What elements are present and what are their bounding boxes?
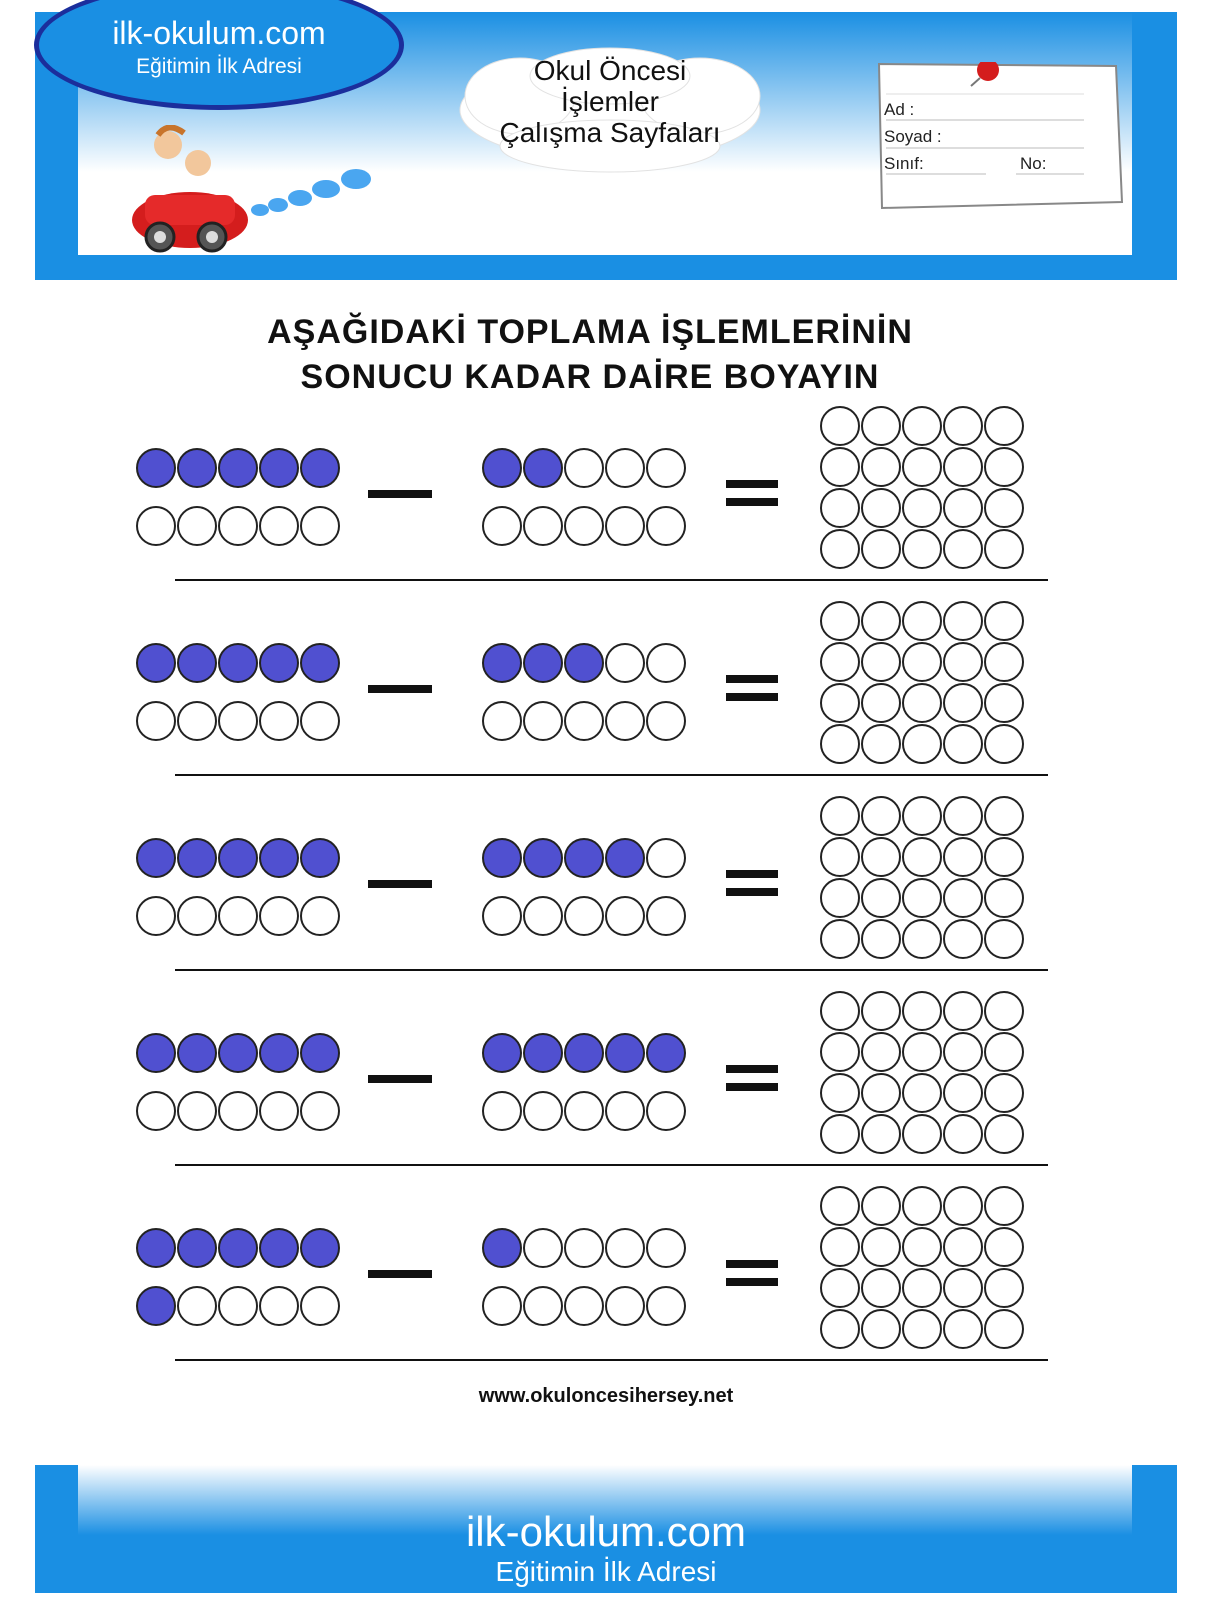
filled-dot [565, 839, 603, 877]
filled-dot [483, 449, 521, 487]
answer-circle[interactable] [862, 1033, 900, 1071]
answer-circle[interactable] [821, 530, 859, 568]
answer-circle[interactable] [944, 797, 982, 835]
equals-sign-top [726, 1065, 778, 1073]
answer-circle[interactable] [903, 448, 941, 486]
answer-circle[interactable] [985, 448, 1023, 486]
answer-circle[interactable] [862, 643, 900, 681]
answer-circle[interactable] [821, 879, 859, 917]
answer-circle[interactable] [944, 838, 982, 876]
equals-sign-top [726, 870, 778, 878]
answer-circle[interactable] [821, 838, 859, 876]
instructions-line-1: AŞAĞIDAKİ TOPLAMA İŞLEMLERİNİN [267, 313, 913, 351]
answer-circle[interactable] [985, 643, 1023, 681]
empty-dot [647, 449, 685, 487]
empty-dot [260, 702, 298, 740]
equals-sign-top [726, 480, 778, 488]
filled-dot [219, 1229, 257, 1267]
filled-dot [301, 1229, 339, 1267]
empty-dot [565, 897, 603, 935]
answer-circle[interactable] [944, 1074, 982, 1112]
cloud-line-3: Çalışma Sayfaları [499, 117, 721, 148]
empty-dot [647, 897, 685, 935]
answer-circle[interactable] [944, 602, 982, 640]
logo-title: ilk-okulum.com [112, 15, 326, 51]
empty-dot [606, 1229, 644, 1267]
filled-dot [178, 449, 216, 487]
answer-circle[interactable] [903, 602, 941, 640]
empty-dot [524, 1287, 562, 1325]
empty-dot [260, 897, 298, 935]
empty-dot [178, 702, 216, 740]
answer-circle[interactable] [821, 1187, 859, 1225]
filled-dot [137, 1229, 175, 1267]
filled-dot [483, 1229, 521, 1267]
answer-circle[interactable] [944, 489, 982, 527]
filled-dot [524, 644, 562, 682]
filled-dot [606, 839, 644, 877]
filled-dot [260, 449, 298, 487]
answer-circle[interactable] [862, 1115, 900, 1153]
filled-dot [178, 1034, 216, 1072]
logo-subtitle: Eğitimin İlk Adresi [136, 55, 302, 78]
filled-dot [483, 644, 521, 682]
empty-dot [565, 507, 603, 545]
answer-circle[interactable] [985, 1187, 1023, 1225]
problem-row [137, 602, 1048, 775]
first-number-dots [137, 1034, 339, 1130]
answer-circle[interactable] [862, 879, 900, 917]
empty-dot [565, 1092, 603, 1130]
equals-sign-bottom [726, 888, 778, 896]
empty-dot [647, 839, 685, 877]
second-number-dots [483, 1229, 685, 1325]
answer-circle[interactable] [862, 1269, 900, 1307]
empty-dot [565, 449, 603, 487]
empty-dot [137, 1092, 175, 1130]
filled-dot [178, 839, 216, 877]
filled-dot [483, 1034, 521, 1072]
filled-dot [260, 839, 298, 877]
empty-dot [606, 897, 644, 935]
problem-row [137, 1187, 1048, 1360]
filled-dot [137, 1034, 175, 1072]
filled-dot [178, 1229, 216, 1267]
empty-dot [647, 1229, 685, 1267]
answer-circle[interactable] [944, 1033, 982, 1071]
empty-dot [178, 1287, 216, 1325]
answer-circle[interactable] [903, 992, 941, 1030]
empty-dot [647, 1287, 685, 1325]
empty-dot [219, 1092, 257, 1130]
answer-circle[interactable] [821, 1115, 859, 1153]
minus-sign [368, 880, 432, 888]
empty-dot [524, 702, 562, 740]
empty-dot [301, 507, 339, 545]
answer-circle[interactable] [903, 643, 941, 681]
empty-dot [647, 702, 685, 740]
problem-row [137, 407, 1048, 580]
answer-circle[interactable] [985, 797, 1023, 835]
answer-circle[interactable] [985, 879, 1023, 917]
empty-dot [483, 1287, 521, 1325]
filled-dot [565, 644, 603, 682]
answer-circle[interactable] [821, 920, 859, 958]
empty-dot [219, 897, 257, 935]
cloud-line-1: Okul Öncesi [533, 55, 687, 86]
answer-circle[interactable] [944, 530, 982, 568]
empty-dot [647, 507, 685, 545]
empty-dot [137, 702, 175, 740]
answer-circle[interactable] [903, 407, 941, 445]
answer-grid[interactable] [821, 1187, 1023, 1348]
answer-circle[interactable] [985, 1033, 1023, 1071]
answer-circle[interactable] [862, 1187, 900, 1225]
answer-circle[interactable] [944, 1269, 982, 1307]
answer-circle[interactable] [944, 725, 982, 763]
problem-row [137, 992, 1048, 1165]
number-label: No: [1020, 154, 1047, 173]
answer-circle[interactable] [862, 920, 900, 958]
empty-dot [219, 702, 257, 740]
empty-dot [524, 507, 562, 545]
equals-sign-top [726, 1260, 778, 1268]
answer-circle[interactable] [862, 448, 900, 486]
minus-sign [368, 1270, 432, 1278]
answer-circle[interactable] [903, 1310, 941, 1348]
answer-circle[interactable] [944, 643, 982, 681]
answer-circle[interactable] [821, 1074, 859, 1112]
answer-circle[interactable] [985, 684, 1023, 722]
second-number-dots [483, 1034, 685, 1130]
answer-circle[interactable] [985, 1115, 1023, 1153]
empty-dot [178, 507, 216, 545]
answer-circle[interactable] [862, 725, 900, 763]
empty-dot [647, 1092, 685, 1130]
answer-circle[interactable] [944, 684, 982, 722]
empty-dot [260, 1287, 298, 1325]
answer-circle[interactable] [821, 448, 859, 486]
filled-dot [137, 449, 175, 487]
answer-circle[interactable] [944, 448, 982, 486]
empty-dot [260, 1092, 298, 1130]
answer-grid[interactable] [821, 407, 1023, 568]
answer-circle[interactable] [985, 1269, 1023, 1307]
filled-dot [524, 1034, 562, 1072]
first-number-dots [137, 1229, 339, 1325]
answer-circle[interactable] [944, 1228, 982, 1266]
answer-circle[interactable] [903, 1228, 941, 1266]
empty-dot [219, 507, 257, 545]
filled-dot [301, 449, 339, 487]
empty-dot [260, 507, 298, 545]
answer-circle[interactable] [903, 920, 941, 958]
answer-circle[interactable] [903, 725, 941, 763]
answer-circle[interactable] [903, 797, 941, 835]
answer-circle[interactable] [903, 1074, 941, 1112]
filled-dot [137, 644, 175, 682]
answer-circle[interactable] [862, 1310, 900, 1348]
instructions-line-2: SONUCU KADAR DAİRE BOYAYIN [300, 358, 880, 396]
equals-sign-bottom [726, 498, 778, 506]
filled-dot [178, 644, 216, 682]
answer-circle[interactable] [985, 992, 1023, 1030]
filled-dot [301, 839, 339, 877]
footer-brand-subtitle: Eğitimin İlk Adresi [495, 1556, 717, 1587]
answer-circle[interactable] [985, 1228, 1023, 1266]
answer-circle[interactable] [862, 1074, 900, 1112]
answer-circle[interactable] [944, 879, 982, 917]
empty-dot [219, 1287, 257, 1325]
first-number-dots [137, 449, 339, 545]
empty-dot [483, 897, 521, 935]
cloud-line-2: İşlemler [560, 86, 659, 117]
answer-circle[interactable] [985, 1074, 1023, 1112]
first-number-dots [137, 839, 339, 935]
footer-url: www.okuloncesihersey.net [478, 1385, 734, 1407]
empty-dot [606, 507, 644, 545]
empty-dot [301, 1287, 339, 1325]
answer-circle[interactable] [862, 1228, 900, 1266]
empty-dot [606, 1092, 644, 1130]
equals-sign-bottom [726, 693, 778, 701]
answer-circle[interactable] [903, 838, 941, 876]
answer-circle[interactable] [985, 489, 1023, 527]
answer-circle[interactable] [821, 489, 859, 527]
minus-sign [368, 685, 432, 693]
answer-circle[interactable] [903, 879, 941, 917]
answer-circle[interactable] [862, 489, 900, 527]
empty-dot [524, 897, 562, 935]
answer-circle[interactable] [862, 530, 900, 568]
surname-label: Soyad : [884, 127, 942, 146]
empty-dot [565, 1229, 603, 1267]
empty-dot [565, 1287, 603, 1325]
answer-circle[interactable] [985, 920, 1023, 958]
answer-circle[interactable] [944, 920, 982, 958]
problem-row [137, 797, 1048, 970]
answer-circle[interactable] [903, 489, 941, 527]
answer-circle[interactable] [903, 1269, 941, 1307]
answer-circle[interactable] [903, 1115, 941, 1153]
filled-dot [260, 644, 298, 682]
answer-circle[interactable] [862, 797, 900, 835]
answer-grid[interactable] [821, 797, 1023, 958]
answer-grid[interactable] [821, 992, 1023, 1153]
filled-dot [606, 1034, 644, 1072]
answer-circle[interactable] [985, 725, 1023, 763]
answer-circle[interactable] [903, 1033, 941, 1071]
filled-dot [647, 1034, 685, 1072]
empty-dot [301, 702, 339, 740]
empty-dot [137, 507, 175, 545]
filled-dot [565, 1034, 603, 1072]
empty-dot [606, 1287, 644, 1325]
answer-circle[interactable] [821, 725, 859, 763]
empty-dot [483, 507, 521, 545]
answer-circle[interactable] [862, 602, 900, 640]
empty-dot [647, 644, 685, 682]
equals-sign-bottom [726, 1083, 778, 1091]
answer-circle[interactable] [821, 643, 859, 681]
empty-dot [565, 702, 603, 740]
filled-dot [301, 644, 339, 682]
answer-circle[interactable] [821, 407, 859, 445]
answer-circle[interactable] [903, 530, 941, 568]
filled-dot [137, 839, 175, 877]
filled-dot [219, 1034, 257, 1072]
empty-dot [178, 1092, 216, 1130]
answer-circle[interactable] [985, 530, 1023, 568]
minus-sign [368, 1075, 432, 1083]
answer-circle[interactable] [821, 1033, 859, 1071]
empty-dot [606, 449, 644, 487]
empty-dot [606, 702, 644, 740]
filled-dot [301, 1034, 339, 1072]
filled-dot [219, 644, 257, 682]
answer-circle[interactable] [903, 684, 941, 722]
answer-circle[interactable] [944, 1187, 982, 1225]
filled-dot [260, 1034, 298, 1072]
filled-dot [260, 1229, 298, 1267]
answer-circle[interactable] [944, 1115, 982, 1153]
answer-grid[interactable] [821, 602, 1023, 763]
answer-circle[interactable] [862, 992, 900, 1030]
answer-circle[interactable] [944, 1310, 982, 1348]
first-number-dots [137, 644, 339, 740]
class-label: Sınıf: [884, 154, 924, 173]
answer-circle[interactable] [944, 992, 982, 1030]
answer-circle[interactable] [821, 1269, 859, 1307]
filled-dot [137, 1287, 175, 1325]
empty-dot [483, 1092, 521, 1130]
answer-circle[interactable] [821, 797, 859, 835]
empty-dot [483, 702, 521, 740]
empty-dot [178, 897, 216, 935]
equals-sign-top [726, 675, 778, 683]
answer-circle[interactable] [821, 1310, 859, 1348]
answer-circle[interactable] [985, 838, 1023, 876]
answer-circle[interactable] [862, 407, 900, 445]
answer-circle[interactable] [821, 992, 859, 1030]
name-label: Ad : [884, 100, 915, 119]
filled-dot [524, 839, 562, 877]
filled-dot [219, 839, 257, 877]
answer-circle[interactable] [903, 1187, 941, 1225]
equals-sign-bottom [726, 1278, 778, 1286]
footer-brand-title: ilk-okulum.com [465, 1508, 747, 1555]
filled-dot [219, 449, 257, 487]
answer-circle[interactable] [862, 684, 900, 722]
answer-circle[interactable] [985, 602, 1023, 640]
filled-dot [483, 839, 521, 877]
empty-dot [524, 1092, 562, 1130]
empty-dot [301, 897, 339, 935]
empty-dot [606, 644, 644, 682]
answer-circle[interactable] [862, 838, 900, 876]
answer-circle[interactable] [944, 407, 982, 445]
empty-dot [137, 897, 175, 935]
answer-circle[interactable] [821, 1228, 859, 1266]
second-number-dots [483, 644, 685, 740]
answer-circle[interactable] [821, 684, 859, 722]
answer-circle[interactable] [821, 602, 859, 640]
second-number-dots [483, 449, 685, 545]
empty-dot [301, 1092, 339, 1130]
minus-sign [368, 490, 432, 498]
filled-dot [524, 449, 562, 487]
empty-dot [524, 1229, 562, 1267]
answer-circle[interactable] [985, 407, 1023, 445]
answer-circle[interactable] [985, 1310, 1023, 1348]
second-number-dots [483, 839, 685, 935]
